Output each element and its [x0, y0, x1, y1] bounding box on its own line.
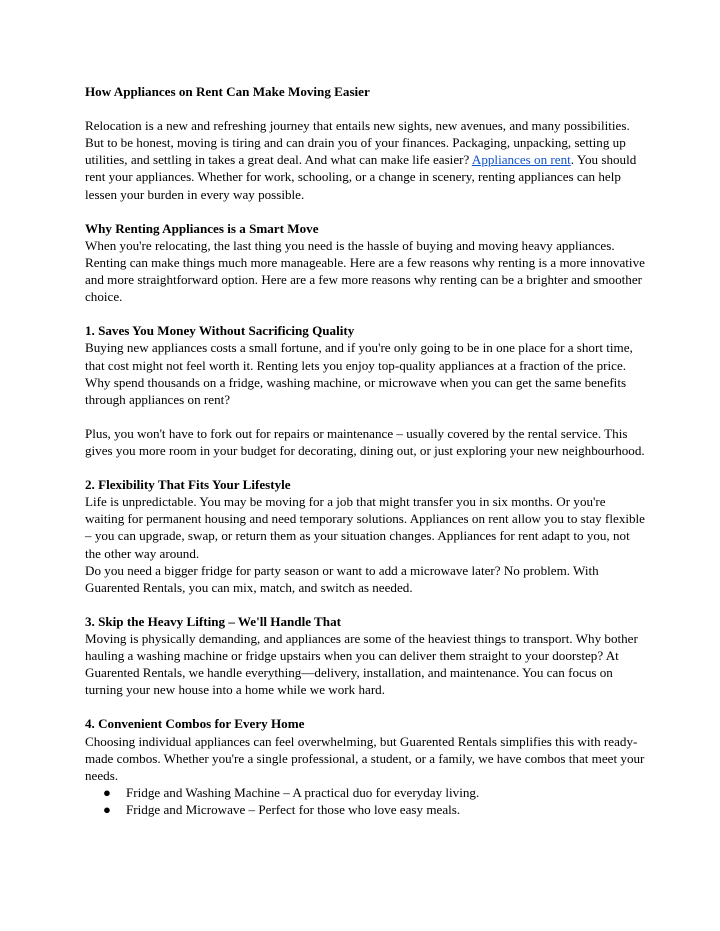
list-item: [85, 784, 645, 801]
section-heading-combos: 4. Convenient Combos for Every Home: [85, 716, 305, 732]
document-title: How Appliances on Rent Can Make Moving Easier: [85, 84, 370, 99]
spacer: [85, 459, 645, 476]
list-item: [85, 801, 645, 818]
spacer: [85, 596, 645, 613]
bullet-icon: ●: [103, 801, 111, 817]
intro-text-before-link: Relocation is a new and refreshing journey that entails new sights, new avenues, and many possibilities. But to be honest, moving is tiring and can drain you of your finances. Packaging, unpacking, setting up utilities, and settling in takes a great deal. And what can make life easier?: [85, 118, 630, 168]
section-paragraph: When you're relocating, the last thing you need is the hassle of buying and moving heavy appliances. Renting can make things much more manageable. Here are a few reasons why renting is a more innovative and more straightforward option. Here are a few more reasons why renting can be a brighter and smoother choice.: [85, 237, 645, 305]
section-heading-why-renting: Why Renting Appliances is a Smart Move: [85, 220, 319, 236]
spacer: [85, 305, 645, 322]
appliances-on-rent-link[interactable]: Appliances on rent: [471, 152, 571, 168]
spacer: [85, 100, 645, 117]
section-heading-flexibility: 2. Flexibility That Fits Your Lifestyle: [85, 477, 291, 493]
document-page: [85, 83, 645, 818]
section-paragraph: Moving is physically demanding, and appliances are some of the heaviest things to transport. Why bother hauling a washing machine or fridge upstairs when you can deliver them straight to your doorstep? At Guarented Rentals, we handle everything—delivery, installation, and maintenance. You can focus on turning your new house into a home while we work hard.: [85, 631, 638, 698]
combo-list: [85, 784, 645, 818]
spacer: [85, 408, 645, 425]
section-paragraph: Buying new appliances costs a small fortune, and if you're only going to be in one place for a short time, that cost might not feel worth it. Renting lets you enjoy top-quality appliances at a fraction of the price. Why spend thousands on a fridge, washing machine, or microwave when you can get the same benefits through appliances on rent?: [85, 340, 633, 407]
spacer: [85, 698, 645, 715]
section-paragraph: Do you need a bigger fridge for party season or want to add a microwave later? No problem. With Guarented Rentals, you can mix, match, and switch as needed.: [85, 562, 599, 595]
intro-text-after-link: . You should rent your appliances. Whether for work, schooling, or a change in scenery, renting appliances can help lessen your burden in every way possible.: [85, 152, 637, 202]
section-paragraph: Life is unpredictable. You may be moving for a job that might transfer you in six months. Or you're waiting for permanent housing and need temporary solutions. Appliances on rent allow you to stay flexible – you can upgrade, swap, or return them as your situation changes. Appliances for rent adapt to you, not the other way around.: [85, 494, 645, 561]
bullet-icon: ●: [103, 784, 111, 800]
section-heading-saves-money: 1. Saves You Money Without Sacrificing Quality: [85, 323, 355, 339]
section-paragraph: Plus, you won't have to fork out for repairs or maintenance – usually covered by the rental service. This gives you more room in your budget for decorating, dining out, or just exploring your new neighbourhood.: [85, 425, 645, 458]
list-item-text: Fridge and Washing Machine – A practical duo for everyday living.: [126, 784, 480, 800]
list-item-text: Fridge and Microwave – Perfect for those who love easy meals.: [126, 801, 461, 817]
section-heading-heavy-lifting: 3. Skip the Heavy Lifting – We'll Handle That: [85, 613, 341, 629]
intro-paragraph: [85, 117, 645, 202]
section-paragraph: Choosing individual appliances can feel overwhelming, but Guarented Rentals simplifies this with ready-made combos. Whether you're a single professional, a student, or a family, we have combos that meet your needs.: [85, 733, 645, 783]
spacer: [85, 203, 645, 220]
